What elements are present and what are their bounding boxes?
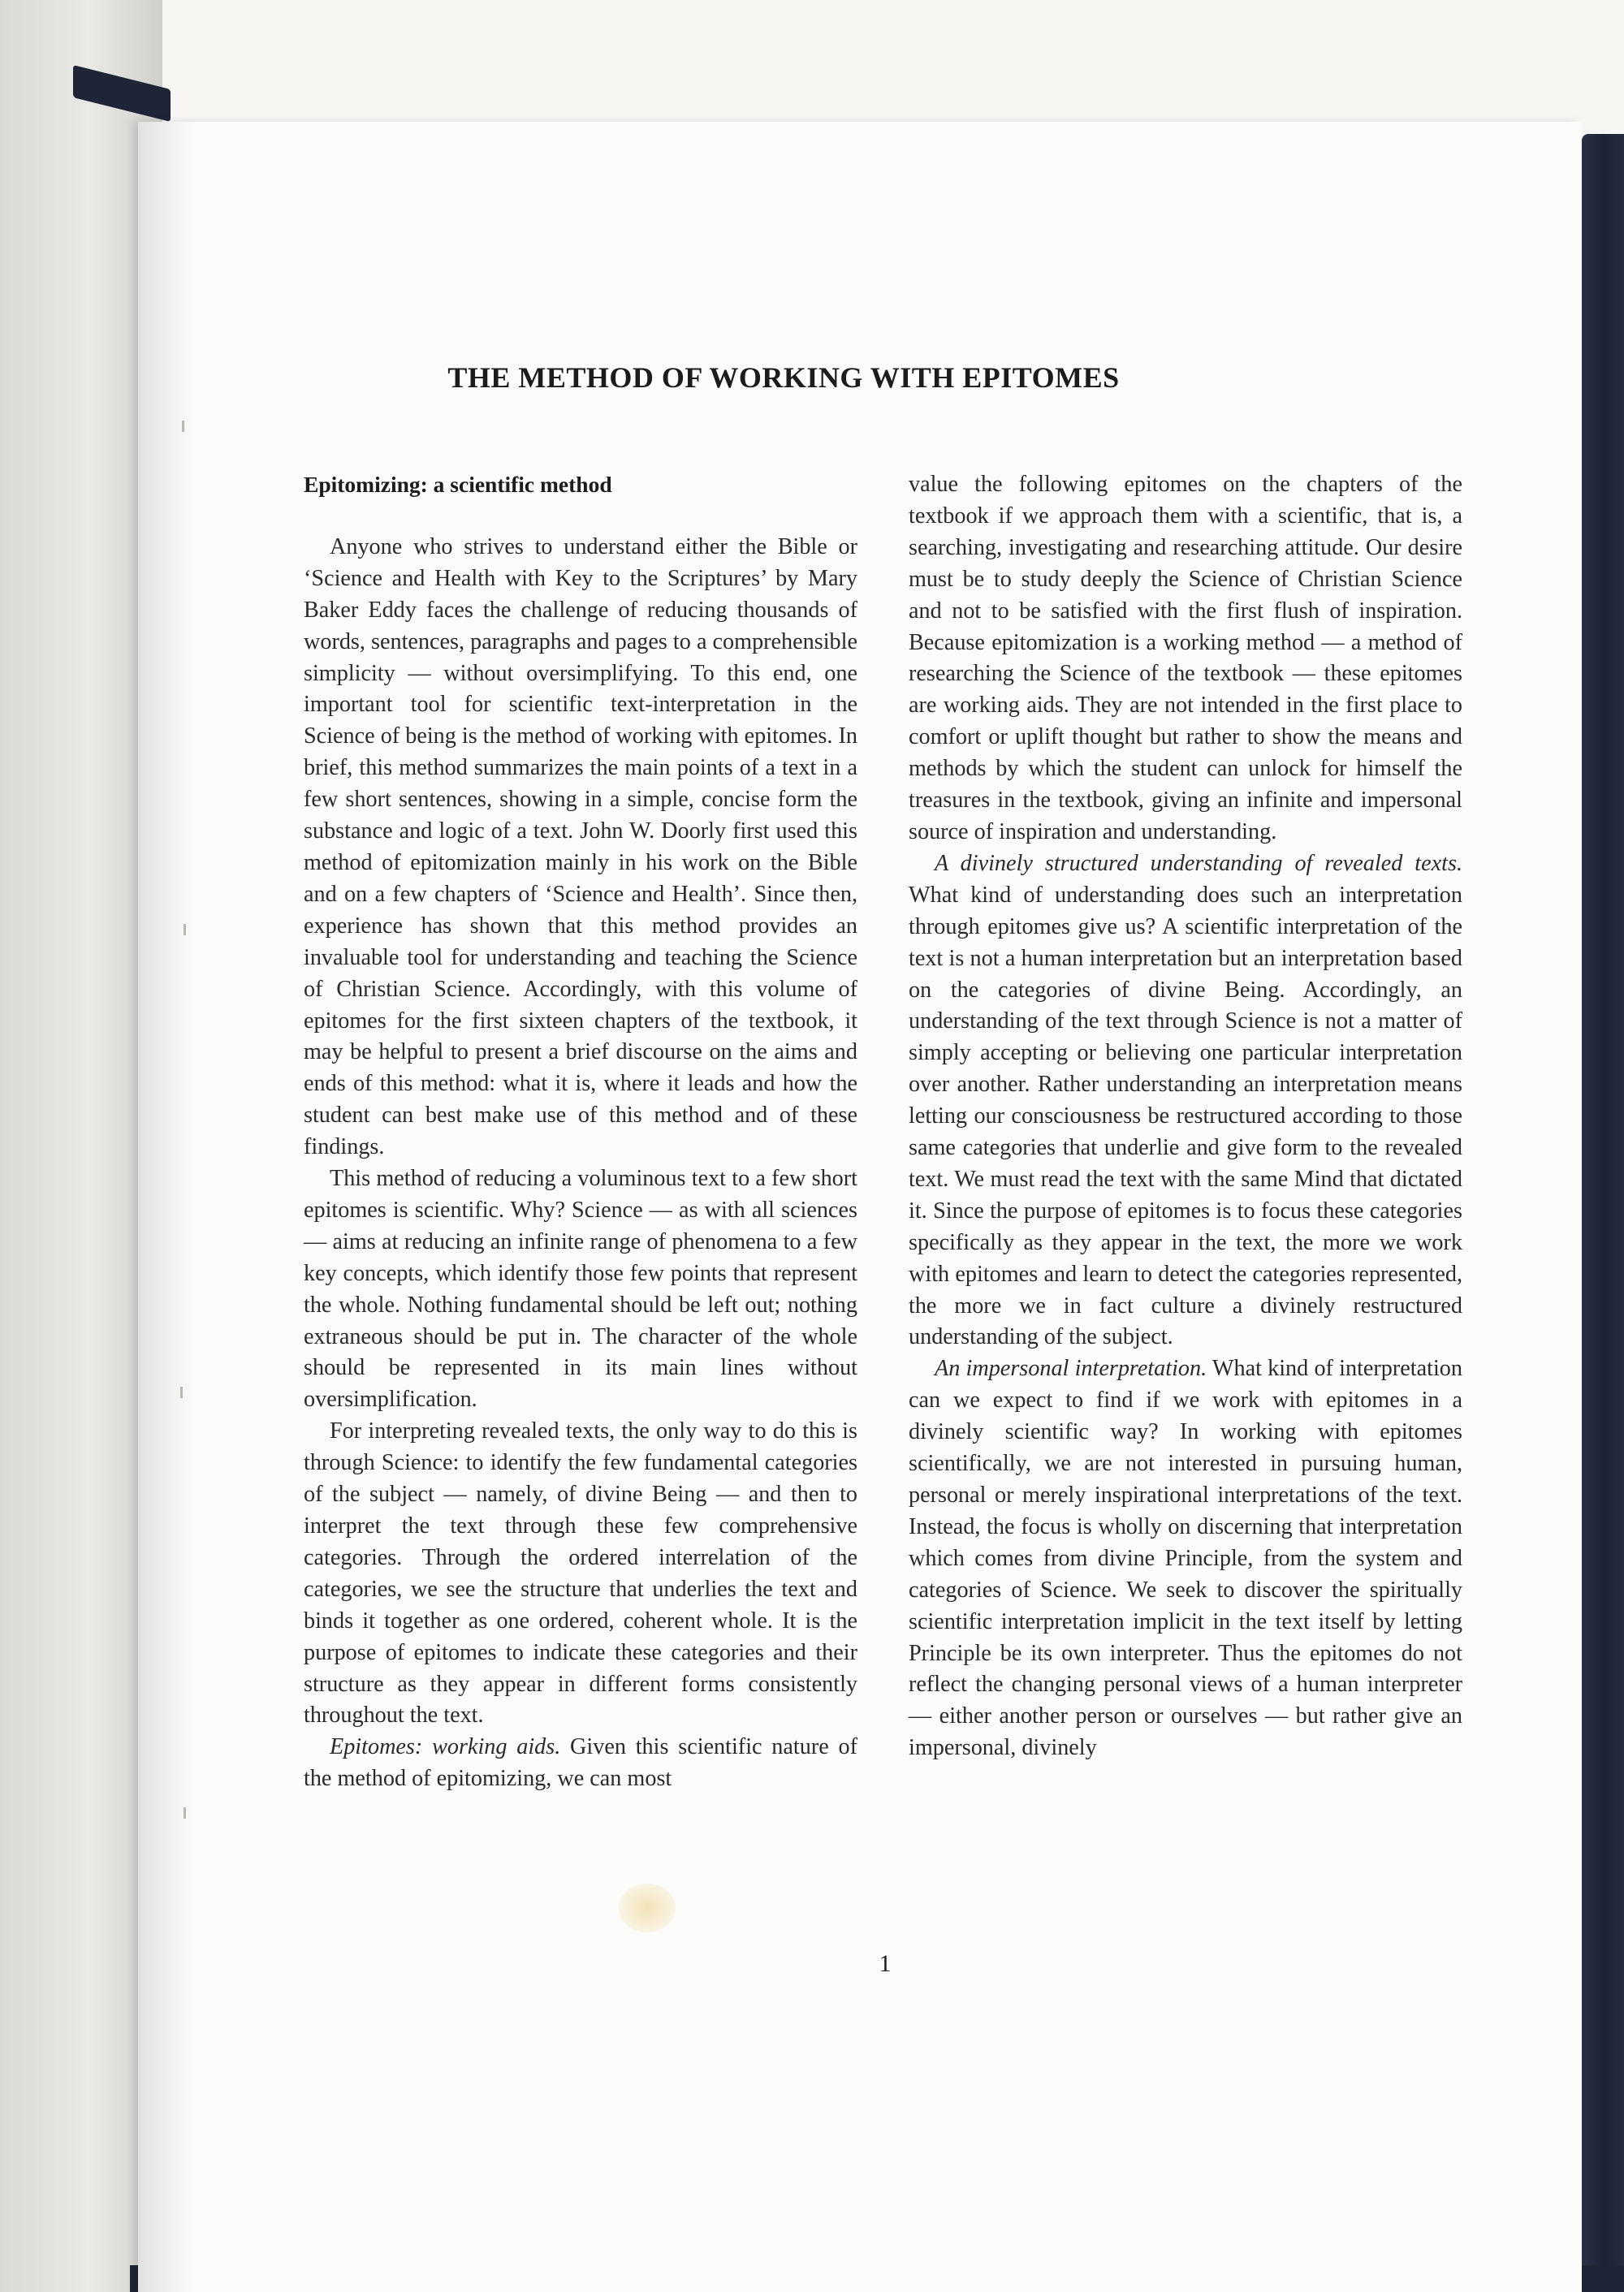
left-column-body xyxy=(304,532,857,1795)
right-paragraph xyxy=(909,469,1462,848)
paragraph-text: value the following epitomes on the chapters of the textbook if we approach them with a scientific, that is, a searching, investigating and researching attitude. Our desire must be to study deeply the Science of Christian Science and not to be satisfied with the first flush of inspiration. Because epitomization is a working method — a method of researching the Science of the textbook — these epitomes are working aids. They are not intended in the first place to comfort or uplift thought but rather to show the means and methods by which the student can unlock for himself the treasures in the textbook, giving an infinite and impersonal source of inspiration and understanding. xyxy=(909,472,1462,844)
paragraph-lead: An impersonal interpretation. xyxy=(935,1356,1207,1382)
left-paragraph xyxy=(304,1416,857,1732)
page-number: 1 xyxy=(879,1950,892,1977)
right-paragraph xyxy=(909,1353,1462,1764)
paragraph-text: Given this scientific nature of the method of epitomizing, we can most xyxy=(304,1734,857,1792)
paragraph-text: Anyone who strives to understand either the Bible or ‘Science and Health with Key to the Scriptures’ by Mary Baker Eddy faces the challenge of reducing thousands of words, sentences, paragraphs and pages to a comprehensible simplicity — without oversimplifying. To this end, one important tool for scientific text-interpretation in the Science of being is the method of working with epitomes. In brief, this method summarizes the main points of a text in a few short sentences, showing in a simple, concise form the substance and logic of a text. John W. Doorly first used this method of epitomization mainly in his work on the Bible and on a few chapters of ‘Science and Health’. Since then, experience has shown that this method provides an invaluable tool for understanding and teaching the Science of Christian Science. Accordingly, with this volume of epitomes for the first sixteen chapters of the textbook, it may be helpful to present a brief discourse on the aims and ends of this method: what it is, where it leads and how the student can best make use of this method and of these findings. xyxy=(304,533,857,1160)
left-paragraph xyxy=(304,532,857,1163)
right-column xyxy=(909,469,1462,1764)
margin-mark xyxy=(180,1387,183,1398)
left-paragraph xyxy=(304,1163,857,1416)
margin-mark xyxy=(184,924,186,935)
section-heading: Epitomizing: a scientific method xyxy=(304,472,612,497)
paragraph-lead: A divinely structured understanding of revealed texts. xyxy=(935,850,1462,876)
paragraph-lead: Epitomes: working aids. xyxy=(330,1734,561,1760)
right-paragraph xyxy=(909,848,1462,1354)
paragraph-text: For interpreting revealed texts, the only way to do this is through Science: to identify the few fundamental categories of the subject — namely, of divine Being — and then to interpret the text through these few comprehensive categories. Through the ordered interrelation of the categories, we see the structure that underlies the text and binds it together as one ordered, coherent whole. It is the purpose of epitomes to indicate these categories and their structure as they appear in different forms consistently throughout the text. xyxy=(304,1418,857,1729)
page-stain xyxy=(619,1884,676,1932)
margin-mark xyxy=(184,1807,186,1819)
left-column xyxy=(304,469,857,1795)
left-paragraph xyxy=(304,1732,857,1795)
margin-mark xyxy=(182,421,184,432)
right-column-body xyxy=(909,469,1462,1764)
paragraph-text: This method of reducing a voluminous text to a few short epitomes is scientific. Why? Science — as with all sciences — aims at reducing an infinite range of phenomena to a few key concepts, which identify those few points that represent the whole. Nothing fundamental should be left out; nothing extraneous should be put in. The character of the whole should be represented in its main lines without oversimplification. xyxy=(304,1166,857,1413)
paragraph-text: What kind of interpretation can we expect to find if we work with epitomes in a divinely scientific way? In working with epitomes scientifically, we are not interested in pursuing human, personal or merely inspirational interpretations of the text. Instead, the focus is wholly on discerning that interpretation which comes from divine Principle, from the system and categories of Science. We seek to discover the spiritually scientific interpretation implicit in the text itself by letting Principle be its own interpreter. Thus the epitomes do not reflect the changing personal views of a human interpreter — either another person or ourselves — but rather give an impersonal, divinely xyxy=(909,1356,1462,1761)
page-title: THE METHOD OF WORKING WITH EPITOMES xyxy=(447,361,1120,395)
book-cover-edge xyxy=(1582,134,1624,2292)
paragraph-text: What kind of understanding does such an interpretation through epitomes give us? A scientific interpretation of the text is not a human interpretation but an interpretation based on the categories of divine Being. Accordingly, an understanding of the text through Science is not a matter of simply accepting or believing one particular interpretation over another. Rather understanding an interpretation means letting our consciousness be restructured according to those same categories that underlie and give form to the revealed text. We must read the text with the same Mind that dictated it. Since the purpose of epitomes is to focus these categories specifically as they appear in the text, the more we work with epitomes and learn to detect the categories represented, the more we in fact culture a divinely restructured understanding of the subject. xyxy=(909,882,1462,1350)
gutter-shadow xyxy=(138,122,195,2292)
